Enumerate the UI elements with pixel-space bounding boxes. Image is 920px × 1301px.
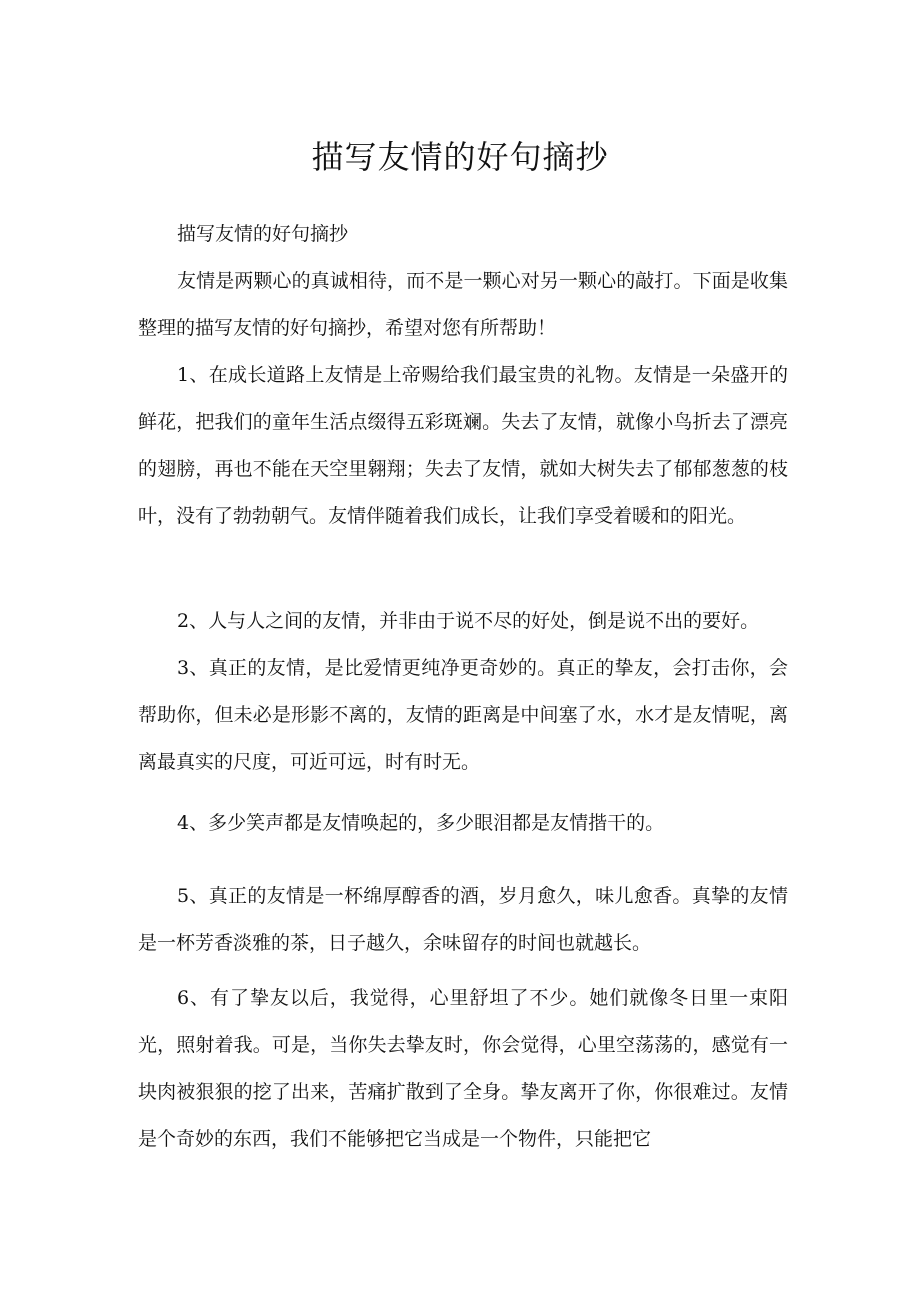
quote-item-5: 5、真正的友情是一杯绵厚醇香的酒，岁月愈久，味儿愈香。真挚的友情是一杯芳香淡雅的茶，日子越久，余味留存的时间也就越长。	[138, 885, 788, 954]
quote-item-1: 1、在成长道路上友情是上帝赐给我们最宝贵的礼物。友情是一朵盛开的鲜花，把我们的童年生活点缀得五彩斑斓。失去了友情，就像小鸟折去了漂亮的翅膀，再也不能在天空里翱翔；失去了友情，就如大树失去了郁郁葱葱的枝叶，没有了勃勃朝气。友情伴随着我们成长，让我们享受着暖和的阳光。	[138, 364, 788, 527]
document-subtitle: 描写友情的好句摘抄	[177, 223, 349, 245]
quote-item-2: 2、人与人之间的友情，并非由于说不尽的好处，倒是说不出的要好。	[177, 610, 760, 632]
intro-paragraph: 友情是两颗心的真诚相待，而不是一颗心对另一颗心的敲打。下面是收集整理的描写友情的好句摘抄，希望对您有所帮助！	[138, 270, 788, 339]
quote-item-6: 6、有了挚友以后，我觉得，心里舒坦了不少。她们就像冬日里一束阳光，照射着我。可是，当你失去挚友时，你会觉得，心里空荡荡的，感觉有一块肉被狠狠的挖了出来，苦痛扩散到了全身。挚友离开了你，你很难过。友情是个奇妙的东西，我们不能够把它当成是一个物件，只能把它	[138, 987, 788, 1150]
document-title: 描写友情的好句摘抄	[311, 138, 609, 176]
quote-item-3: 3、真正的友情，是比爱情更纯净更奇妙的。真正的挚友，会打击你，会帮助你，但未必是形影不离的，友情的距离是中间塞了水，水才是友情呢，离离最真实的尺度，可近可远，时有时无。	[138, 657, 788, 773]
quote-item-4: 4、多少笑声都是友情唤起的，多少眼泪都是友情揩干的。	[177, 812, 665, 834]
